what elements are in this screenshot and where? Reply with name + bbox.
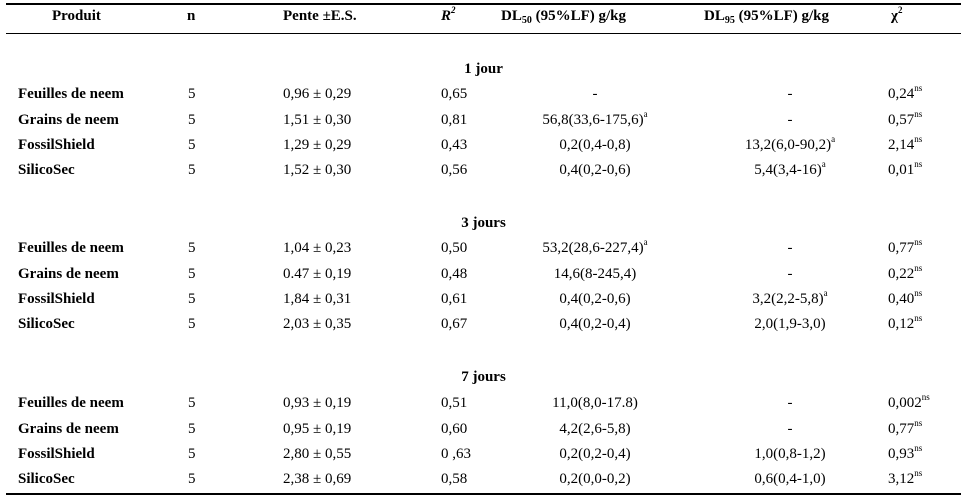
r2-value: 0,51 xyxy=(441,395,468,411)
chi2-value: $2,14^{ns}$ xyxy=(888,134,923,153)
dl50-superscript: a xyxy=(643,109,648,119)
chi-superscript: ns xyxy=(914,159,923,169)
dl50-value: 0,2(0,4-0,8) xyxy=(559,137,631,153)
product-name: Grains de neem xyxy=(18,266,119,282)
pente-value: 2,03 ± 0,35 xyxy=(283,316,352,332)
n-value: 5 xyxy=(188,266,196,282)
chi-superscript: ns xyxy=(914,313,923,323)
pente-value: 0,95 ± 0,19 xyxy=(283,421,352,437)
section-title: 1 jour xyxy=(464,61,503,77)
dl50-value: - xyxy=(592,86,598,102)
product-name: SilicoSec xyxy=(18,471,75,487)
chi-superscript: ns xyxy=(914,418,923,428)
dl95-value: 1,0(0,8-1,2) xyxy=(754,446,826,462)
r2-value: 0,43 xyxy=(441,137,468,153)
chi-superscript: ns xyxy=(921,392,930,402)
table-row xyxy=(0,468,967,493)
n-value: 5 xyxy=(188,86,196,102)
dl50-value: $56,8(33,6-175,6)^a$ xyxy=(542,109,648,128)
r2-value: 0,56 xyxy=(441,162,468,178)
r2-value: 0,48 xyxy=(441,266,468,282)
table-row xyxy=(0,263,967,288)
r2-value: 0 ,63 xyxy=(441,446,471,462)
table-row xyxy=(0,109,967,134)
header-dl95: $DL_{95}$ (95%LF) g/kg xyxy=(704,8,830,26)
header-n: n xyxy=(187,8,196,24)
chi-superscript: ns xyxy=(914,263,923,273)
dl95-value: - xyxy=(787,112,793,128)
chi-superscript: ns xyxy=(914,288,923,298)
r2-value: 0,61 xyxy=(441,291,468,307)
table-row xyxy=(0,83,967,108)
product-name: FossilShield xyxy=(18,291,95,307)
dl50-value: 0,2(0,2-0,4) xyxy=(559,446,631,462)
r2-value: 0,58 xyxy=(441,471,468,487)
table-row xyxy=(0,237,967,262)
product-name: Feuilles de neem xyxy=(18,86,124,102)
chi-superscript: ns xyxy=(914,237,923,247)
header-chi2: $\chi^2$ xyxy=(891,5,903,24)
header-dl50: $DL_{50}$ (95%LF) g/kg xyxy=(501,8,627,26)
dl95-value: 2,0(1,9-3,0) xyxy=(754,316,826,332)
section-title: 3 jours xyxy=(461,215,506,231)
dl95-value: - xyxy=(787,421,793,437)
product-name: Feuilles de neem xyxy=(18,395,124,411)
chi-superscript: ns xyxy=(914,83,923,93)
dl50-value: 0,4(0,2-0,4) xyxy=(559,316,631,332)
header-pente: Pente ±E.S. xyxy=(283,8,357,24)
dl95-value: 0,6(0,4-1,0) xyxy=(754,471,826,487)
pente-value: 1,84 ± 0,31 xyxy=(283,291,352,307)
dl50-value: 11,0(8,0-17.8) xyxy=(552,395,638,411)
chi2-value: $0,24^{ns}$ xyxy=(888,83,923,102)
product-name: SilicoSec xyxy=(18,316,75,332)
chi2-value: $0,77^{ns}$ xyxy=(888,418,923,437)
dl95-superscript: a xyxy=(823,288,828,298)
r2-value: 0,81 xyxy=(441,112,468,128)
dl95-value: - xyxy=(787,266,793,282)
pente-value: 0.47 ± 0,19 xyxy=(283,266,352,282)
n-value: 5 xyxy=(188,137,196,153)
table-row xyxy=(0,159,967,184)
dl50-value: 0,2(0,0-0,2) xyxy=(559,471,631,487)
chi2-value: $0,93^{ns}$ xyxy=(888,443,923,462)
header-produit: Produit xyxy=(52,8,101,24)
pente-value: 1,52 ± 0,30 xyxy=(283,162,352,178)
product-name: FossilShield xyxy=(18,137,95,153)
product-name: FossilShield xyxy=(18,446,95,462)
chi2-value: $0,01^{ns}$ xyxy=(888,159,923,178)
r2-value: 0,50 xyxy=(441,240,468,256)
product-name: Grains de neem xyxy=(18,112,119,128)
dl95-superscript: a xyxy=(821,159,826,169)
n-value: 5 xyxy=(188,112,196,128)
n-value: 5 xyxy=(188,395,196,411)
r2-value: 0,60 xyxy=(441,421,468,437)
dl95-superscript: a xyxy=(831,134,836,144)
product-name: SilicoSec xyxy=(18,162,75,178)
bottom-rule xyxy=(6,493,961,495)
chi2-value: $0,40^{ns}$ xyxy=(888,288,923,307)
chi2-value: $0,12^{ns}$ xyxy=(888,313,923,332)
chi-superscript: ns xyxy=(914,109,923,119)
pente-value: 1,51 ± 0,30 xyxy=(283,112,352,128)
chi-superscript: ns xyxy=(914,468,923,478)
dl50-value: 0,4(0,2-0,6) xyxy=(559,291,631,307)
chi-superscript: ns xyxy=(914,134,923,144)
dl50-value: $53,2(28,6-227,4)^a$ xyxy=(542,237,648,256)
chi2-value: $0,22^{ns}$ xyxy=(888,263,923,282)
chi-superscript: ns xyxy=(914,443,923,453)
top-rule xyxy=(6,3,961,5)
header-rule xyxy=(6,33,961,34)
pente-value: 1,04 ± 0,23 xyxy=(283,240,352,256)
n-value: 5 xyxy=(188,291,196,307)
n-value: 5 xyxy=(188,471,196,487)
dl50-value: 4,2(2,6-5,8) xyxy=(559,421,631,437)
n-value: 5 xyxy=(188,162,196,178)
table-row xyxy=(0,418,967,443)
chi2-value: $0,57^{ns}$ xyxy=(888,109,923,128)
pente-value: 2,80 ± 0,55 xyxy=(283,446,352,462)
dl95-value: - xyxy=(787,240,793,256)
pente-value: 0,93 ± 0,19 xyxy=(283,395,352,411)
pente-value: 0,96 ± 0,29 xyxy=(283,86,352,102)
table-row xyxy=(0,443,967,468)
n-value: 5 xyxy=(188,316,196,332)
r2-value: 0,65 xyxy=(441,86,468,102)
r2-value: 0,67 xyxy=(441,316,468,332)
chi2-value: $0,77^{ns}$ xyxy=(888,237,923,256)
product-name: Grains de neem xyxy=(18,421,119,437)
product-name: Feuilles de neem xyxy=(18,240,124,256)
table-row xyxy=(0,134,967,159)
table-row xyxy=(0,288,967,313)
pente-value: 2,38 ± 0,69 xyxy=(283,471,352,487)
n-value: 5 xyxy=(188,421,196,437)
table-row xyxy=(0,392,967,417)
pente-value: 1,29 ± 0,29 xyxy=(283,137,352,153)
dl95-value: $13,2(6,0-90,2)^a$ xyxy=(744,134,836,153)
header-r2: $R^2$ xyxy=(441,5,456,24)
dl95-value: - xyxy=(787,86,793,102)
dl50-value: 0,4(0,2-0,6) xyxy=(559,162,631,178)
dl95-value: $3,2(2,2-5,8)^a$ xyxy=(752,288,828,307)
n-value: 5 xyxy=(188,240,196,256)
dl95-value: - xyxy=(787,395,793,411)
n-value: 5 xyxy=(188,446,196,462)
dl95-value: $5,4(3,4-16)^a$ xyxy=(754,159,826,178)
table-row xyxy=(0,313,967,338)
section-title: 7 jours xyxy=(461,369,506,385)
dl50-superscript: a xyxy=(643,237,648,247)
dl50-value: 14,6(8-245,4) xyxy=(553,266,637,282)
chi2-value: $3,12^{ns}$ xyxy=(888,468,923,487)
chi2-value: $0,002^{ns}$ xyxy=(888,392,930,411)
